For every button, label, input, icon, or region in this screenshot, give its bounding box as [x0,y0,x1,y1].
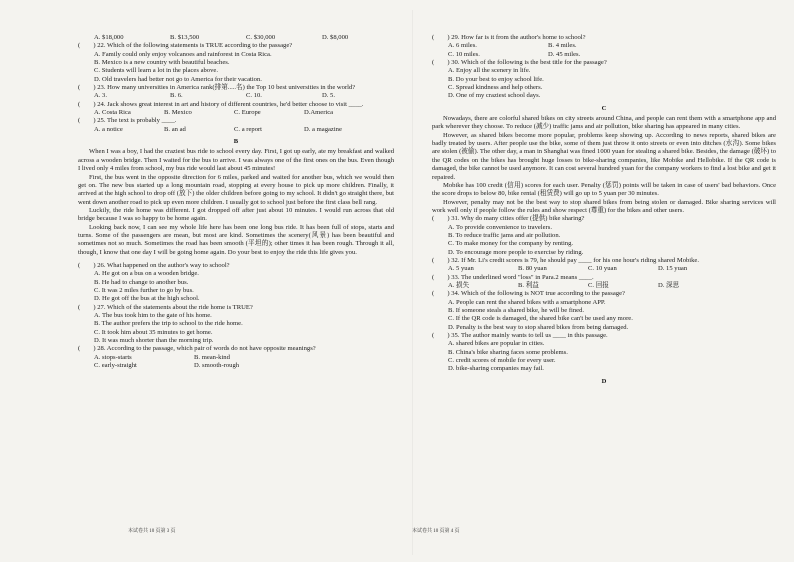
q22-option-b: B. Mexico is a new country with beautiful beaches. [94,59,230,67]
left-page [78,34,394,370]
right-page-footer: 本试卷共 10 页第 4 页 [412,529,460,534]
q23-option-d: D. 5. [322,92,336,100]
q35-option-b: B. China's bike sharing faces some problems. [448,348,568,356]
section-d-heading: D [601,377,607,385]
page-fold [412,10,413,555]
q29-option-d: D. 45 miles. [548,50,581,58]
q33-option-d: D. 深思 [658,281,680,289]
q23-stem: ( ) 23. How many universities in America rank(排第.....名) the Top 10 best universities in the world? [78,84,356,92]
q24-option-c: C. Europe [234,109,261,117]
right-page [432,34,776,388]
q21-option-a: A. $18,000 [94,34,124,41]
q31-option-a: A. To provide convenience to travelers. [448,223,552,231]
q22-option-a: A. Family could only enjoy volcanoes and rainforest in Costa Rica. [94,50,272,58]
section-c-heading: C [601,104,607,112]
q28-option-d: D. smooth-rough [194,362,240,370]
passage-b-paragraph: Looking back now, I can see my whole life here has been one long bus ride. It has been full of stops, starts and turns. Some of the passengers are mean, but most are kind. Sometimes the scenery(风景) has been beautiful and sometimes not so much. Sometimes the road has been smooth (平坦的); other times it has been rough. Through it all, though, I know that one day I will be going home again. Do your best to enjoy the ride this life gives you. [78,223,394,256]
q27-option-a: A. The bus took him to the gate of his home. [94,312,212,319]
q29-option-b: B. 4 miles. [548,42,577,50]
q27-option-b: B. The author prefers the trip to school to the ride home. [94,320,243,328]
q35-option-d: D. bike-sharing companies may fail. [448,365,544,373]
q34-option-b: B. If someone steals a shared bike, he will be fined. [448,307,585,314]
q27-option-d: D. It was much shorter than the morning trip. [94,337,214,345]
q35-option-c: C. credit scores of mobile for every user. [448,357,556,365]
q21-options [78,34,394,42]
q34-option-c: C. If the QR code is damaged, the shared bike can't be used any more. [448,315,633,323]
q25-option-c: C. a report [234,125,263,133]
passage-b-paragraph: First, the bus went in the opposite direction for 6 miles, parked and waited for another bus, which we would then get on. The new bus started up a long mountain road, stopping at every house to pick up more children. Finally, it arrived at the high school to drop off (放下) the older children before going to my school. It didn't go straight there, but went down another road to pick up even more children. I usually got to school just before the first class bell rang. [78,173,394,206]
q23-option-c: C. 10. [246,92,262,100]
q25-option-a: A. a notice [94,125,123,133]
q24-option-a: A. Costa Rica [94,109,131,117]
q35-stem: ( ) 35. The author mainly wants to tell us ____ in this passage. [432,332,608,340]
q33-option-a: A. 损失 [448,281,470,289]
q30-stem: ( ) 30. Which of the following is the best title for the passage? [432,59,607,67]
q22-stem: ( ) 22. Which of the following statements is TRUE according to the passage? [78,42,293,50]
q26-option-a: A. He got on a bus on a wooden bridge. [94,270,199,278]
q31-option-b: B. To reduce traffic jams and air pollution. [448,231,561,239]
q34-option-a: A. People can rent the shared bikes with a smartphone APP. [448,298,606,306]
q31-option-d: D. To encourage more people to exercise by riding. [448,248,584,256]
passage-c-paragraph: However, penalty may not be the best way to stop shared bikes from being stolen or damaged. Bike sharing services will work well only if people follow the rules and show respect (尊重) for the bikes and other users. [432,198,776,214]
q24-option-b: B. Mexico [164,109,192,117]
q22-option-c: C. Students will learn a lot in the places above. [94,67,218,75]
q28-options-row1 [78,354,394,362]
q28-option-b: B. mean-kind [194,353,230,361]
q28-stem: ( ) 28. According to the passage, which pair of words do not have opposite meanings? [78,345,316,353]
q25-options [78,126,394,134]
q34-option-d: D. Penalty is the best way to stop shared bikes from being damaged. [448,323,629,331]
q31-option-c: C. To make money for the company by renting. [448,240,574,248]
q32-options [432,265,776,273]
q23-options [78,92,394,100]
q21-option-d: D. $8,000 [322,34,349,41]
q32-option-a: A. 5 yuan [448,265,474,273]
q30-option-c: C. Spread kindness and help others. [448,84,543,92]
q35-option-a: A. shared bikes are popular in cities. [448,340,545,348]
left-page-footer: 本试卷共 10 页第 3 页 [128,529,176,534]
q29-options-row2 [432,51,776,59]
q29-stem: ( ) 29. How far is it from the author's home to school? [432,34,586,41]
passage-b-paragraph: Luckily, the ride home was different. I got dropped off after just about 10 minutes. I would run across that old bridge because I was so happy to be home again. [78,206,394,223]
passage-c-paragraph: Nowadays, there are colorful shared bikes on city streets around China, and people can rent them with a smartphone app and park wherever they choose. To reduce (减少) traffic jams and air pollution, bike sharing has appeared in many cities. [432,115,776,131]
q25-stem: ( ) 25. The text is probably ____. [78,117,177,125]
q32-option-c: C. 10 yuan [588,265,617,273]
q21-option-c: C. $30,000 [246,34,276,41]
q24-options [78,109,394,117]
q29-options-row1 [432,42,776,50]
q24-stem: ( ) 24. Jack shows great interest in art and history of different countries, he'd better choose to visit ____. [78,100,364,108]
q25-option-d: D. a magazine [304,125,342,133]
q24-option-d: D.America [304,109,334,117]
q29-option-a: A. 6 miles. [448,42,477,50]
q26-option-b: B. He had to change to another bus. [94,278,189,286]
q23-option-a: A. 3. [94,92,108,100]
q33-options [432,282,776,290]
q26-stem: ( ) 26. What happened on the author's way to school? [78,261,230,269]
q28-options-row2 [78,362,394,370]
q30-option-a: A. Enjoy all the scenery in life. [448,67,531,75]
passage-c-paragraph: However, as shared bikes become more popular, problems keep showing up. According to news reports, shared bikes are badly treated by users. After people use the bike, some of them just throw it onto streets or even into ditches (水沟). Some bikes are stolen (被偷). The other day, a man in Shanghai was fined 1000 yuan for stealing a shared bike. Besides, the damage (破坏) to the QR codes on the bikes has brought huge losses to bike-sharing companies, like Mobike and Hellobike. If the QR code is damaged, the bike cannot be used anymore. It can cost several hundred yuan for the company workers to find a lost bike and get it repaired. [432,131,776,181]
q26-option-d: D. He got off the bus at the high school. [94,295,200,303]
q28-option-a: A. stops-starts [94,353,132,361]
q27-stem: ( ) 27. Which of the statements about the ride home is TRUE? [78,303,253,311]
q32-stem: ( ) 32. If Mr. Li's credit scores is 79, he should pay ____ for his one hour's riding shared Mobike. [432,256,699,264]
q25-option-b: B. an ad [164,125,186,133]
section-b-heading: B [233,138,239,146]
q26-option-c: C. It was 2 miles further to go by bus. [94,286,194,294]
q32-option-b: B. 80 yuan [518,265,547,273]
q21-option-b: B. $13,500 [170,34,200,41]
q33-option-c: C. 回报 [588,281,609,289]
q30-option-d: D. One of my craziest school days. [448,92,541,100]
q30-option-b: B. Do your best to enjoy school life. [448,75,544,83]
q31-stem: ( ) 31. Why do many cities offer (提供) bike sharing? [432,215,585,223]
q33-option-b: B. 利益 [518,281,539,289]
q29-option-c: C. 10 miles. [448,50,480,58]
q22-option-d: D. Old travelers had better not go to America for their vacation. [94,75,262,83]
q32-option-d: D. 15 yuan [658,265,688,273]
q33-stem: ( ) 33. The underlined word "loss" in Para.2 means ____. [432,273,594,281]
q34-stem: ( ) 34. Which of the following is NOT true according to the passage? [432,290,625,298]
q28-option-c: C. early-straight [94,362,137,370]
passage-b-paragraph: When I was a boy, I had the craziest bus ride to school every day. First, I got up early, ate my breakfast and walked across a wooden bridge. Then I waited for the bus to arrive. I was always one of the first ones on the bus. Even though I lived only 4 miles from school, my bus ride would last about 45 minutes! [78,148,394,173]
passage-c-paragraph: Mobike has 100 credit (信用) scores for each user. Penalty (惩罚) points will be taken in case of users' bad behaviors. Once the score drops to below 80, bike rental (租赁费) will go up to 5 yuan per 30 minutes. [432,181,776,198]
q23-option-b: B. 6. [170,92,183,100]
q27-option-c: C. It took him about 35 minutes to get home. [94,328,213,336]
